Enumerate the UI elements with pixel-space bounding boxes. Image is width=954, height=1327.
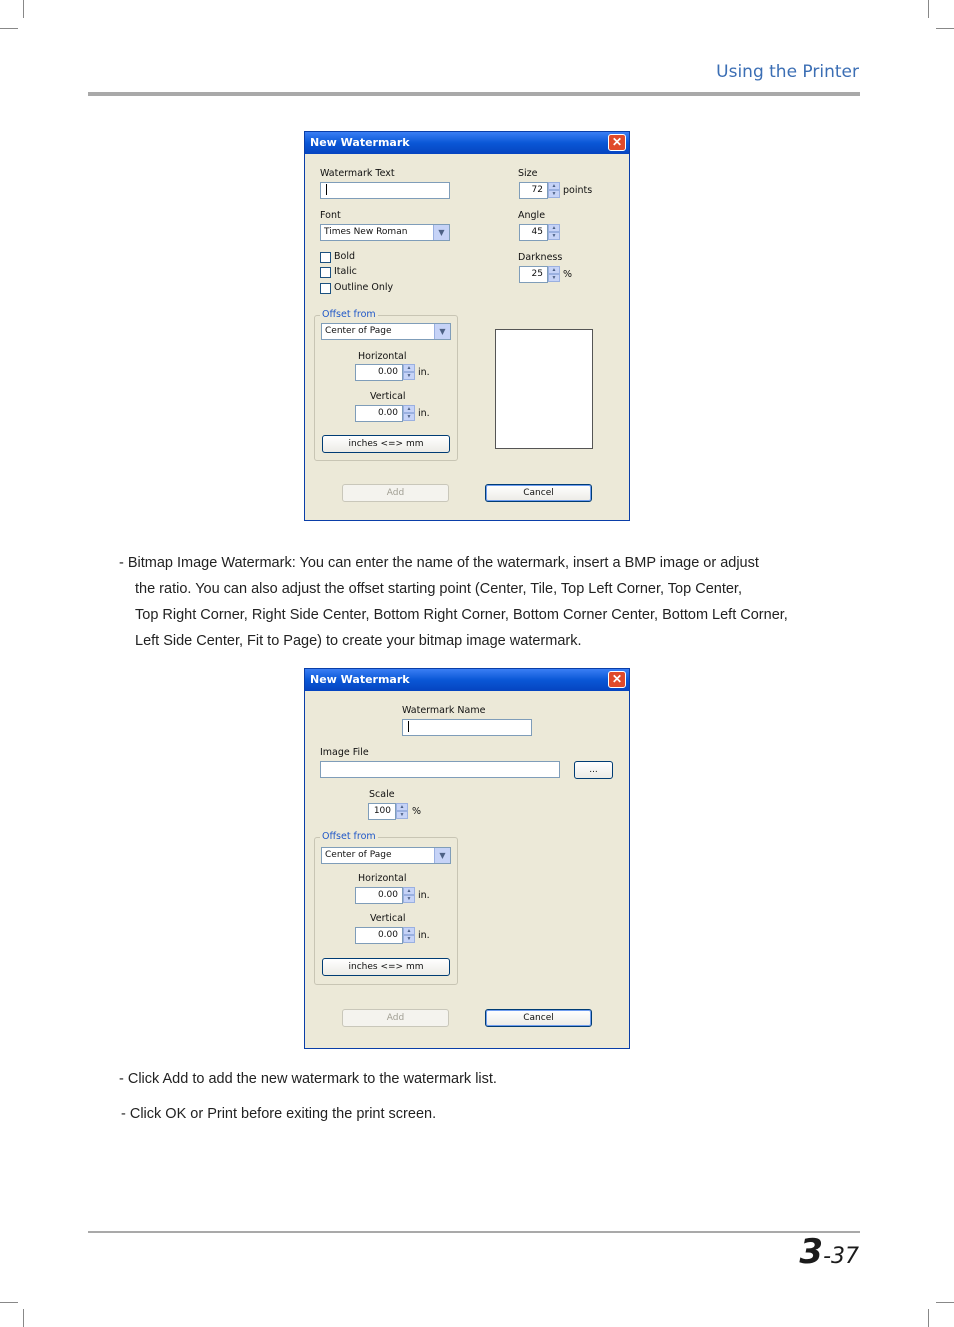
- watermark-name-input[interactable]: [402, 719, 532, 736]
- scale-label: Scale: [369, 789, 395, 800]
- horizontal-unit: in.: [418, 890, 430, 901]
- vertical-unit: in.: [418, 930, 430, 941]
- offset-group: [314, 309, 458, 461]
- offset-legend: Offset from: [322, 831, 376, 842]
- vertical-spinner[interactable]: ▲ ▼: [403, 405, 415, 422]
- horizontal-input[interactable]: 0.00: [355, 887, 403, 904]
- paragraph-line: the ratio. You can also adjust the offset starting point (Center, Tile, Top Left Corner, Top Center,: [135, 581, 742, 597]
- size-spinner[interactable]: ▲ ▼: [548, 182, 560, 199]
- italic-label: Italic: [334, 266, 357, 277]
- chapter-number: 3: [799, 1232, 824, 1272]
- ok-instruction: - Click OK or Print before exiting the print screen.: [121, 1106, 437, 1122]
- browse-button[interactable]: ...: [574, 761, 613, 779]
- vertical-input[interactable]: 0.00: [355, 927, 403, 944]
- darkness-spinner[interactable]: ▲ ▼: [548, 266, 560, 283]
- paragraph-line: - Bitmap Image Watermark: You can enter the name of the watermark, insert a BMP image or adjust: [119, 555, 759, 571]
- cancel-button[interactable]: Cancel: [485, 1009, 592, 1027]
- offset-group: [314, 831, 458, 985]
- outline-only-checkbox[interactable]: [320, 283, 331, 294]
- chevron-down-icon[interactable]: ▼: [434, 324, 450, 339]
- offset-select[interactable]: [321, 323, 451, 340]
- darkness-input[interactable]: 25: [519, 266, 548, 283]
- image-file-input[interactable]: [320, 761, 560, 778]
- bitmap-watermark-description: [119, 550, 788, 654]
- font-select[interactable]: [320, 224, 450, 241]
- horizontal-unit: in.: [418, 367, 430, 378]
- angle-input[interactable]: 45: [519, 224, 548, 241]
- chevron-down-icon[interactable]: ▼: [434, 848, 450, 863]
- header-rule: [88, 92, 860, 96]
- size-unit: points: [563, 185, 593, 196]
- bold-checkbox[interactable]: [320, 252, 331, 263]
- angle-label: Angle: [518, 210, 546, 221]
- close-icon[interactable]: ✕: [608, 671, 626, 688]
- add-instruction: - Click Add to add the new watermark to the watermark list.: [119, 1071, 497, 1087]
- scale-input[interactable]: 100: [368, 803, 396, 820]
- horizontal-label: Horizontal: [358, 351, 407, 362]
- dialog-title: New Watermark: [310, 673, 410, 686]
- offset-select-value: Center of Page: [325, 326, 392, 336]
- offset-select[interactable]: [321, 847, 451, 864]
- crop-mark: [23, 0, 24, 18]
- outline-only-label: Outline Only: [334, 282, 394, 293]
- font-select-value: Times New Roman: [324, 227, 408, 237]
- size-input[interactable]: 72: [519, 182, 548, 199]
- horizontal-label: Horizontal: [358, 873, 407, 884]
- bold-label: Bold: [334, 251, 355, 262]
- paragraph-line: Top Right Corner, Right Side Center, Bottom Right Corner, Bottom Corner Center, Bottom Left Corner,: [135, 607, 788, 623]
- footer-rule: [88, 1231, 860, 1233]
- inches-mm-toggle-button[interactable]: inches <=> mm: [322, 958, 450, 976]
- size-label: Size: [518, 168, 538, 179]
- page-number: [799, 1232, 859, 1272]
- chevron-down-icon[interactable]: ▼: [433, 225, 449, 240]
- font-label: Font: [320, 210, 341, 221]
- dialog-title-bar[interactable]: [305, 669, 629, 691]
- new-watermark-dialog-text: [304, 131, 630, 521]
- watermark-preview: [495, 329, 593, 449]
- crop-mark: [23, 1309, 24, 1327]
- add-button[interactable]: Add: [342, 1009, 449, 1027]
- close-icon[interactable]: ✕: [608, 134, 626, 151]
- dialog-title-bar[interactable]: [305, 132, 629, 154]
- cancel-button[interactable]: Cancel: [485, 484, 592, 502]
- text-cursor: [408, 721, 409, 732]
- horizontal-input[interactable]: 0.00: [355, 364, 403, 381]
- offset-legend: Offset from: [322, 309, 376, 320]
- horizontal-spinner[interactable]: ▲ ▼: [403, 887, 415, 904]
- crop-mark: [936, 1302, 954, 1303]
- text-cursor: [326, 184, 327, 195]
- watermark-name-label: Watermark Name: [402, 705, 486, 716]
- page-subnumber: -37: [823, 1244, 859, 1269]
- vertical-spinner[interactable]: ▲ ▼: [403, 927, 415, 944]
- italic-checkbox[interactable]: [320, 267, 331, 278]
- crop-mark: [928, 1309, 929, 1327]
- watermark-text-label: Watermark Text: [320, 168, 395, 179]
- paragraph-line: Left Side Center, Fit to Page) to create your bitmap image watermark.: [135, 633, 582, 649]
- dialog-title: New Watermark: [310, 136, 410, 149]
- darkness-unit: %: [563, 269, 573, 280]
- crop-mark: [0, 28, 18, 29]
- angle-spinner[interactable]: ▲ ▼: [548, 224, 560, 241]
- image-file-label: Image File: [320, 747, 369, 758]
- inches-mm-toggle-button[interactable]: inches <=> mm: [322, 435, 450, 453]
- vertical-unit: in.: [418, 408, 430, 419]
- crop-mark: [0, 1302, 18, 1303]
- new-watermark-dialog-bitmap: [304, 668, 630, 1049]
- vertical-label: Vertical: [370, 391, 406, 402]
- crop-mark: [936, 28, 954, 29]
- crop-mark: [928, 0, 929, 18]
- section-title: Using the Printer: [716, 62, 859, 82]
- vertical-label: Vertical: [370, 913, 406, 924]
- watermark-text-input[interactable]: [320, 182, 450, 199]
- horizontal-spinner[interactable]: ▲ ▼: [403, 364, 415, 381]
- scale-unit: %: [412, 806, 422, 817]
- vertical-input[interactable]: 0.00: [355, 405, 403, 422]
- add-button[interactable]: Add: [342, 484, 449, 502]
- darkness-label: Darkness: [518, 252, 563, 263]
- scale-spinner[interactable]: ▲ ▼: [396, 803, 408, 820]
- offset-select-value: Center of Page: [325, 850, 392, 860]
